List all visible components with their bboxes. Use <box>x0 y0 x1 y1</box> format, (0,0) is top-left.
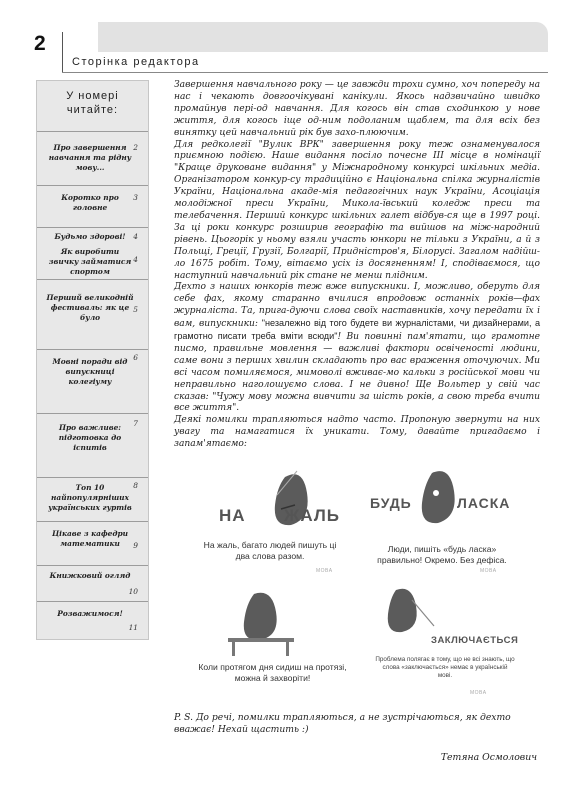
contents-item[interactable] <box>37 245 148 275</box>
contents-divider <box>37 131 148 132</box>
contents-item-page: 3 <box>133 193 138 202</box>
contents-divider <box>37 565 148 566</box>
paragraph-3 <box>174 282 540 415</box>
postscript: P. S. До речі, помилки трапляються, а не зустрічаються, як дехто вважає! Нехай щастить :) <box>174 712 511 735</box>
paragraph-3-start: Дехто з наших юнкорів теж вже випускники. І, можливо, оберуть для себе фах, якому старанно вчилися впродовж останніх років—фах журналіста. Та, прига-дуючи слова своїх наставників, хочу передати їх і вам, випускники: <box>174 282 540 330</box>
caption-zakliuchaietsia: Проблема полягає в тому, що не всі знають, що слова «заключається» немає в українській мові. <box>375 656 515 679</box>
contents-divider <box>37 349 148 350</box>
contents-item-page: 4 <box>133 255 138 264</box>
word-bud: БУДЬ <box>370 495 412 511</box>
contents-divider <box>37 185 148 186</box>
mova-logo: МОВА <box>480 568 497 574</box>
contents-item-page: 7 <box>133 419 138 428</box>
paragraph-3-quote: "незалежно від того будете ви журналістами, чи дизайнерами, а грамотно писати треба вміти всюди" <box>174 318 540 342</box>
page-number: 2 <box>34 32 46 55</box>
contents-item-page: 4 <box>133 232 138 241</box>
contents-item-label: Розважимося! <box>57 609 123 618</box>
contents-divider <box>37 413 148 414</box>
author-signature: Тетяна Осмолович <box>440 752 537 763</box>
caption-na-zhal: На жаль, багато людей пишуть ці два слова разом. <box>203 540 337 561</box>
contents-divider <box>37 279 148 280</box>
header-bar <box>98 22 548 52</box>
contents-divider <box>37 601 148 602</box>
contents-item-label: Коротко про головне <box>61 193 119 212</box>
contents-item-label: Цікаве з кафедри математики <box>52 529 128 548</box>
contents-item[interactable] <box>37 231 148 245</box>
contents-item-label: Мовні поради від випускниці колегіуму <box>52 357 128 386</box>
contents-item[interactable] <box>37 189 148 229</box>
contents-item[interactable] <box>37 527 148 563</box>
contents-item[interactable] <box>37 481 148 521</box>
paragraph-3-end: ! Ви повинні пам'ятати, що грамотне писмо, правильне мовлення — важливі фактори освіченості людини, саме вони з перших хвилин складають про вас враження оточуючих. Ми всі часом помиляємося, мимоволі вживає-мо кальки з російської мови чи неправильно наголошуємо слова. І не дивно! Ще Вольтер у свій час сказав: "Чужу мову можна вивчити за шість років, а свою треба вчити все життя". <box>174 332 540 414</box>
header-rule <box>62 72 548 73</box>
contents-item[interactable] <box>37 417 148 477</box>
editorial-text <box>174 80 540 451</box>
contents-item-page: 10 <box>128 587 138 596</box>
contents-item-page: 8 <box>133 481 138 490</box>
contents-item-label: Будьмо здорові! <box>54 232 126 241</box>
contents-item[interactable] <box>37 353 148 417</box>
contents-item-label: Про завершення навчання та рідну мову... <box>48 143 132 172</box>
word-zakliuchaietsia: ЗАКЛЮЧАЄТЬСЯ <box>431 635 519 646</box>
contents-item[interactable] <box>37 287 148 347</box>
contents-item-label: Топ 10 найпопулярніших українських гуртів <box>48 483 132 512</box>
contents-item-label: Як виробити звичку займатися спортом <box>48 247 132 276</box>
word-laska: ЛАСКА <box>457 495 511 511</box>
word-zhal: ЖАЛЬ <box>284 506 340 525</box>
contents-divider <box>37 227 148 228</box>
contents-sidebar <box>36 80 149 640</box>
contents-item-label: Про важливе: підготовка до іспитів <box>58 423 122 452</box>
contents-item-label: Книжковий огляд <box>49 571 131 580</box>
contents-divider <box>37 477 148 478</box>
contents-heading <box>37 89 148 117</box>
contents-divider <box>37 521 148 522</box>
contents-heading-line1: У номері <box>66 90 119 102</box>
contents-item-page: 5 <box>133 305 138 314</box>
contents-item[interactable] <box>37 139 148 185</box>
contents-item-page: 9 <box>133 541 138 550</box>
contents-item-page: 6 <box>133 353 138 362</box>
paragraph-1: Завершення навчального року — це завжди трохи сумно, хоч попереду на нас і чекають довгоочікувані канікули. Якось надзвичайно швидко промайнув пері-од навчання. Для когось він став сходинкою у нове життя, для когось іще од-ним подоланим щаблем, та для всіх без винятку цей навчальний рік був захо-плюючим. <box>174 80 540 138</box>
caption-bud-laska: Люди, пишіть «будь ласка» правильно! Окремо. Без дефіса. <box>377 544 507 565</box>
contents-item[interactable] <box>37 571 148 597</box>
contents-heading-line2: читайте: <box>66 104 119 116</box>
caption-na-protiazi: Коли протягом дня сидиш на протязі, можна й захворіти! <box>198 662 347 683</box>
mova-logo: МОВА <box>316 568 333 574</box>
contents-item-page: 2 <box>133 143 138 152</box>
section-title: Сторінка редактора <box>72 56 200 68</box>
contents-item-page: 11 <box>128 623 138 632</box>
word-na: НА <box>219 506 246 525</box>
paragraph-2: Для редколегії "Вулик ВРК" завершення року теж ознаменувалося приємною подією. Наше видання посіло почесне ІІІ місце в номінації "Краще друковане видання" у Міжнародному конкурсі шкільних медіа. Організатором конкур-су традиційно є Національна спілка журналістів України, Національна акаде-мія педагогічних наук України, Асоціація молодіжної преси України, Микола-ївський коледж преси та телебачення. Перший конкурс шкільних галет відбув-ся ще в 1997 році. За ці роки конкурс розширив географію та вийшов на між-народний рівень. Цьогорік у ньому взяли участь юнкори не тільки з України, а й з Польщі, Греції, Грузії, Болгарії, Придністров'я, Білорусі. Загалом надійш-ло 1675 робіт. Тому, вітаємо усіх із досягненням! І, сподіваємося, що наступний навчальний рік стане не менш плідним. <box>174 139 540 281</box>
header-divider <box>62 32 63 72</box>
paragraph-4: Деякі помилки трапляються надто часто. Пропоную звернути на них увагу та намагатися їх уникати. Тому, давайте пригадаємо і запам'ятаємо: <box>174 415 540 450</box>
mova-logo: МОВА <box>470 690 487 696</box>
contents-item[interactable] <box>37 605 148 635</box>
jelly-bean-on-bench-illustration <box>222 588 302 658</box>
contents-item-label: Перший великодній фестиваль: як це було <box>46 293 134 322</box>
